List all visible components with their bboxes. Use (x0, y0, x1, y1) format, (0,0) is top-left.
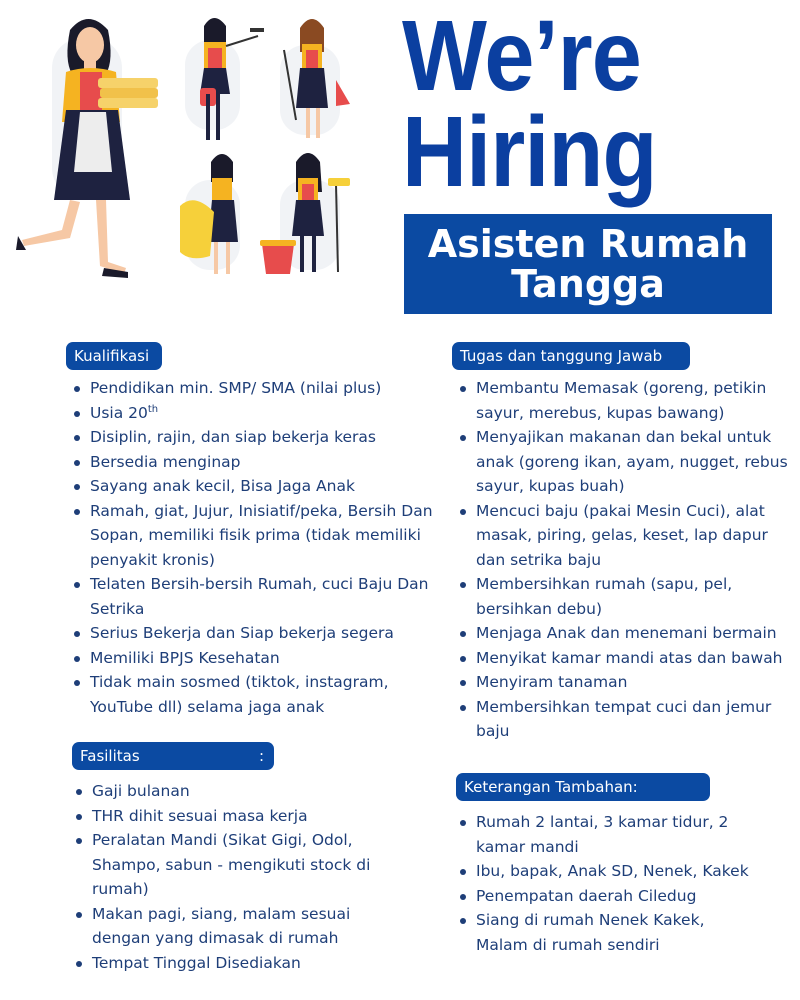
heading-line-1: We’re (402, 0, 641, 112)
list-item: Menyajikan makanan dan bekal untuk anak (goreng ikan, ayam, nugget, rebus sayur, kupas buah) (456, 425, 790, 499)
list-item: Gaji bulanan (72, 779, 402, 804)
list-item: Ramah, giat, Jujur, Inisiatif/peka, Bersih Dan Sopan, memiliki fisik prima (tidak memiliki penyakit kronis) (70, 499, 442, 573)
keterangan-list (456, 810, 756, 957)
tugas-title: Tugas dan tanggung Jawab (460, 347, 663, 365)
job-title-box (404, 214, 772, 314)
tugas-list (456, 376, 790, 744)
list-item: Tidak main sosmed (tiktok, instagram, YouTube dll) selama jaga anak (70, 670, 442, 719)
list-item: Siang di rumah Nenek Kakek, Malam di rumah sendiri (456, 908, 756, 957)
maid-with-towels-icon (16, 19, 158, 278)
hiring-heading (402, 0, 744, 208)
list-item: Telaten Bersih-bersih Rumah, cuci Baju Dan Setrika (70, 572, 442, 621)
list-item: Memiliki BPJS Kesehatan (70, 646, 442, 671)
list-item: Tempat Tinggal Disediakan (72, 951, 402, 976)
list-item: Pendidikan min. SMP/ SMA (nilai plus) (70, 376, 442, 401)
job-title-line-1: Asisten Rumah (427, 222, 749, 266)
maid-with-cloth-icon (180, 154, 238, 274)
list-item: Menjaga Anak dan menemani bermain (456, 621, 790, 646)
list-item: Disiplin, rajin, dan siap bekerja keras (70, 425, 442, 450)
kualifikasi-label (66, 342, 162, 370)
list-item: Membersihkan rumah (sapu, pel, bersihkan debu) (456, 572, 790, 621)
list-item: Membersihkan tempat cuci dan jemur baju (456, 695, 790, 744)
keterangan-label (456, 773, 710, 801)
tugas-label (452, 342, 690, 370)
list-item: Rumah 2 lantai, 3 kamar tidur, 2 kamar mandi (456, 810, 756, 859)
list-item: Menyikat kamar mandi atas dan bawah (456, 646, 790, 671)
list-item: Membantu Memasak (goreng, petikin sayur, merebus, kupas bawang) (456, 376, 790, 425)
job-title-line-2: Tangga (511, 262, 665, 306)
fasilitas-title: Fasilitas (80, 747, 140, 765)
list-item: Bersedia menginap (70, 450, 442, 475)
list-item: Peralatan Mandi (Sikat Gigi, Odol, Shampo, sabun - mengikuti stock di rumah) (72, 828, 402, 902)
fasilitas-list (72, 779, 402, 975)
list-item: Menyiram tanaman (456, 670, 790, 695)
list-item: THR dihit sesuai masa kerja (72, 804, 402, 829)
fasilitas-label (72, 742, 274, 770)
age-suffix: th (147, 403, 159, 415)
keterangan-title: Keterangan Tambahan: (464, 778, 638, 796)
kualifikasi-title: Kualifikasi (74, 347, 150, 365)
fasilitas-colon: : (258, 747, 264, 765)
heading-line-2: Hiring (402, 96, 657, 208)
list-item: Sayang anak kecil, Bisa Jaga Anak (70, 474, 442, 499)
list-item: Mencuci baju (pakai Mesin Cuci), alat masak, piring, gelas, keset, lap dapur dan setrika baju (456, 499, 790, 573)
list-item: Penempatan daerah Ciledug (456, 884, 756, 909)
kualifikasi-list (70, 376, 442, 719)
age-text: Usia 20 (90, 403, 148, 422)
list-item: Makan pagi, siang, malam sesuai dengan yang dimasak di rumah (72, 902, 402, 951)
list-item (70, 401, 442, 426)
list-item: Serius Bekerja dan Siap bekerja segera (70, 621, 442, 646)
list-item: Ibu, bapak, Anak SD, Nenek, Kakek (456, 859, 756, 884)
housekeeper-illustrations (0, 0, 400, 300)
